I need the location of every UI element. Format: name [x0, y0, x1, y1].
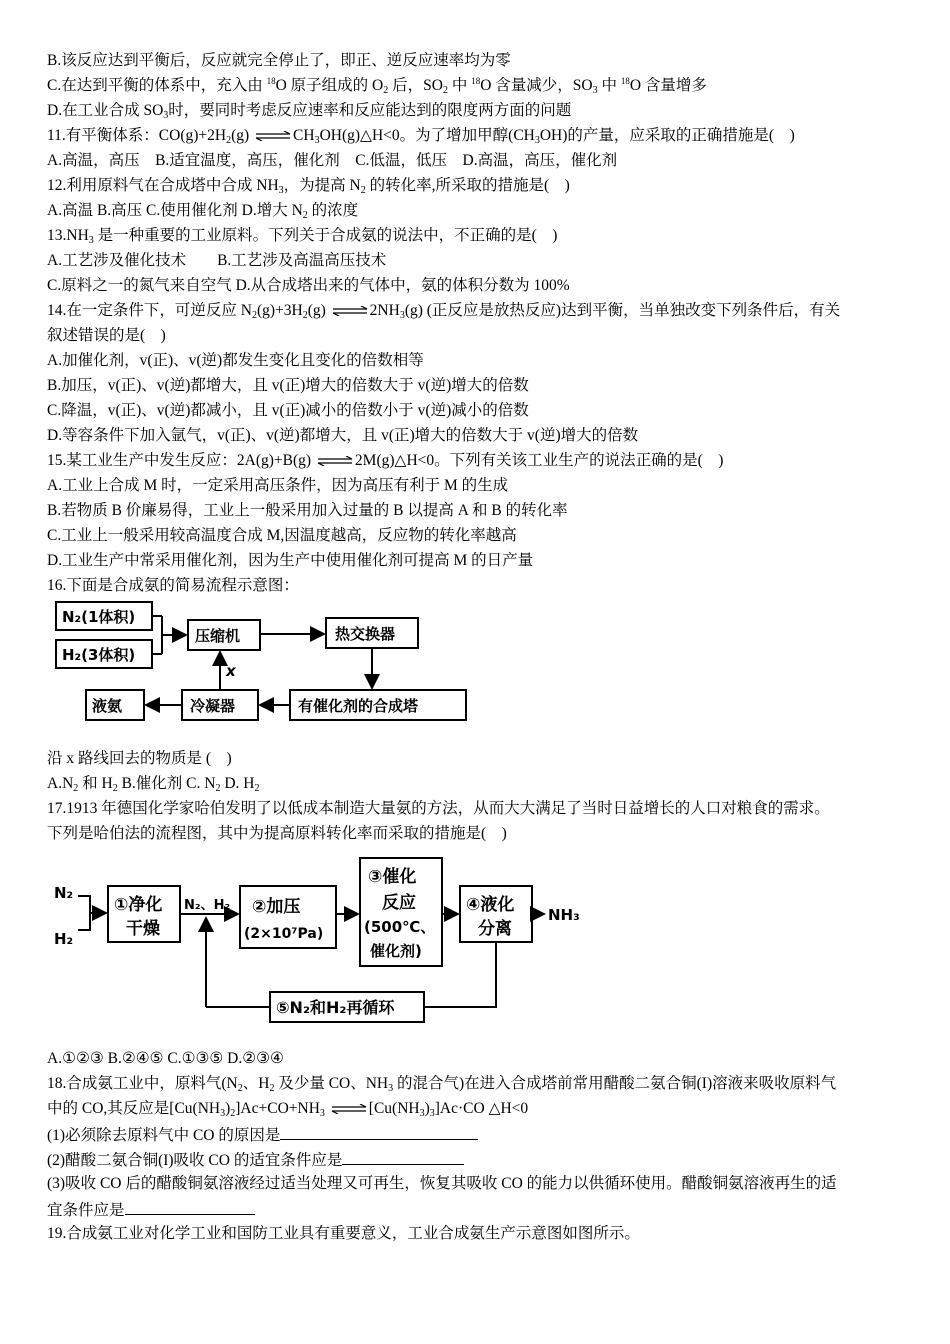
options-13-ab: A.工艺涉及催化技术 B.工艺涉及高温高压技术 — [47, 252, 387, 269]
question-13: $13.NH_3$ 是一种重要的工业原料。下列关于合成氨的说法中，不正确的是( ) — [47, 227, 558, 246]
nh3-label: NH₃ — [548, 906, 580, 924]
answer-blank-1[interactable] — [280, 1124, 478, 1140]
purify-label-2: 干燥 — [126, 919, 160, 939]
ammonia-flow-diagram — [50, 598, 480, 730]
option-15-d: D.工业生产中常采用催化剂，因为生产中使用催化剂可提高 M 的日产量 — [47, 552, 534, 569]
n2-label: N₂(1体积) — [62, 608, 136, 626]
question-16-x: 沿 x 路线回去的物质是 ( ) — [47, 750, 232, 767]
option-14-a: A.加催化剂，v(正)、v(逆)都发生变化且变化的倍数相等 — [47, 352, 424, 369]
question-18-part-3-cont: 宜条件应是 — [47, 1199, 255, 1221]
question-16: 16.下面是合成氨的简易流程示意图： — [47, 577, 299, 594]
pressurize-label-2: (2×10⁷Pa) — [244, 926, 324, 942]
option-15-c: C.工业上一般采用较高温度合成 M,因温度越高，反应物的转化率越高 — [47, 527, 517, 544]
tower-label: 有催化剂的合成塔 — [298, 697, 419, 715]
question-18-part-1: (1)必须除去原料气中 CO 的原因是 — [47, 1124, 478, 1146]
catalysis-label-1: ③催化 — [368, 867, 417, 887]
question-11: 11.有平衡体系：$CO(g)+2H_2(g)$ $CH_3OH(g)\triangle H<0$。为了增加甲醇$(CH_3OH)$的产量，应采取的正确措施是( ) — [47, 127, 795, 146]
answer-blank-2[interactable] — [342, 1149, 464, 1165]
h2-label: H₂(3体积) — [62, 646, 136, 664]
mid-label: N₂、H₂ — [184, 898, 231, 913]
x-label: x — [226, 662, 236, 680]
equilibrium-arrow-icon — [332, 306, 368, 316]
recycle-label: ⑤N₂和H₂再循环 — [276, 998, 395, 1017]
options-12: A.高温 B.高压 C.使用催化剂 D.增大 $N_2$ 的浓度 — [47, 202, 359, 221]
question-12: 12.利用原料气在合成塔中合成 $NH_3$，为提高 $N_2$ 的转化率,所采取的措施是( ) — [47, 177, 570, 196]
question-18: 18.合成氨工业中，原料气($N_2$、$H_2$ 及少量 CO、$NH_3$ 的混合气)在进入合成塔前常用醋酸二氨合铜(I)溶液来吸收原料气 — [47, 1075, 837, 1094]
question-17-cont: 下列是哈伯法的流程图，其中为提高原料转化率而采取的措施是( ) — [47, 825, 507, 842]
condenser-label: 冷凝器 — [190, 697, 236, 715]
options-17: A.①②③ B.②④⑤ C.①③⑤ D.②③④ — [47, 1050, 284, 1067]
catalysis-label-3: (500℃、 — [364, 918, 436, 936]
compressor-label: 压缩机 — [195, 627, 241, 645]
liquefy-label-1: ④液化 — [466, 895, 515, 915]
option-10-d: D.在工业合成 $SO_3$时，要同时考虑反应速率和反应能达到的限度两方面的问题 — [47, 102, 572, 121]
n2-label: N₂ — [54, 884, 74, 902]
option-15-a: A.工业上合成 M 时，一定采用高压条件，因为高压有利于 M 的生成 — [47, 477, 509, 494]
question-18-part-3: (3)吸收 CO 后的醋酸铜氨溶液经过适当处理又可再生，恢复其吸收 CO 的能力以供循环使用。醋酸铜氨溶液再生的适 — [47, 1175, 837, 1192]
question-17: 17.1913 年德国化学家哈伯发明了以低成本制造大量氨的方法，从而大大满足了当时日益增长的人口对粮食的需求。 — [47, 800, 830, 817]
catalysis-label-2: 反应 — [382, 893, 416, 913]
exchanger-label: 热交换器 — [335, 625, 396, 643]
option-10-c: C.在达到平衡的体系中，充入由 $^{18}$O 原子组成的 $O_2$ 后，$SO_2$ 中 $^{18}$O 含量减少，$SO_3$ 中 $^{18}$O 含量增多 — [47, 76, 707, 96]
options-16: $A.N_2$ 和 $H_2$ B.催化剂 C. $N_2$ D. $H_2$ — [47, 775, 260, 794]
equilibrium-arrow-icon — [255, 131, 291, 141]
answer-blank-3[interactable] — [125, 1199, 255, 1215]
option-14-c: C.降温，v(正)、v(逆)都减小，且 v(正)减小的倍数小于 v(逆)减小的倍数 — [47, 402, 529, 419]
options-13-cd: C.原料之一的氮气来自空气 D.从合成塔出来的气体中，氨的体积分数为 100% — [47, 277, 570, 294]
haber-process-diagram — [48, 852, 608, 1028]
equilibrium-arrow-icon — [331, 1104, 367, 1114]
question-18-reaction: 中的 CO,其反应是$[Cu(NH_3)_2]Ac+CO+NH_3$ $[Cu(NH_3)_3]Ac\cdot CO$ △H<0 — [47, 1100, 529, 1119]
question-19: 19.合成氨工业对化学工业和国防工业具有重要意义，工业合成氨生产示意图如图所示。 — [47, 1225, 640, 1242]
option-10-b: B.该反应达到平衡后，反应就完全停止了，即正、逆反应速率均为零 — [47, 52, 511, 69]
question-14: 14.在一定条件下，可逆反应 $N_2(g)+3H_2(g)$ $2NH_3(g)$ (正反应是放热反应)达到平衡，当单独改变下列条件后，有关 — [47, 302, 841, 321]
question-15: 15.某工业生产中发生反应：2A(g)+B(g) 2M(g)△H<0。下列有关该工业生产的说法正确的是( ) — [47, 452, 724, 469]
liquid-ammonia-label: 液氨 — [92, 697, 123, 715]
question-14-cont: 叙述错误的是( ) — [47, 327, 166, 344]
options-11: A.高温，高压 B.适宜温度，高压，催化剂 C.低温，低压 D.高温，高压，催化剂 — [47, 152, 618, 169]
h2-label: H₂ — [54, 930, 74, 948]
option-14-d: D.等容条件下加入氩气，v(正)、v(逆)都增大，且 v(正)增大的倍数大于 v(逆)增大的倍数 — [47, 427, 639, 444]
option-14-b: B.加压，v(正)、v(逆)都增大，且 v(正)增大的倍数大于 v(逆)增大的倍数 — [47, 377, 529, 394]
purify-label-1: ①净化 — [114, 895, 163, 915]
liquefy-label-2: 分离 — [478, 919, 512, 939]
equilibrium-arrow-icon — [317, 456, 353, 466]
pressurize-label-1: ②加压 — [252, 897, 301, 917]
question-18-part-2: (2)醋酸二氨合铜(I)吸收 CO 的适宜条件应是 — [47, 1149, 464, 1171]
option-15-b: B.若物质 B 价廉易得，工业上一般采用加入过量的 B 以提高 A 和 B 的转化率 — [47, 502, 568, 519]
catalysis-label-4: 催化剂) — [370, 942, 422, 960]
